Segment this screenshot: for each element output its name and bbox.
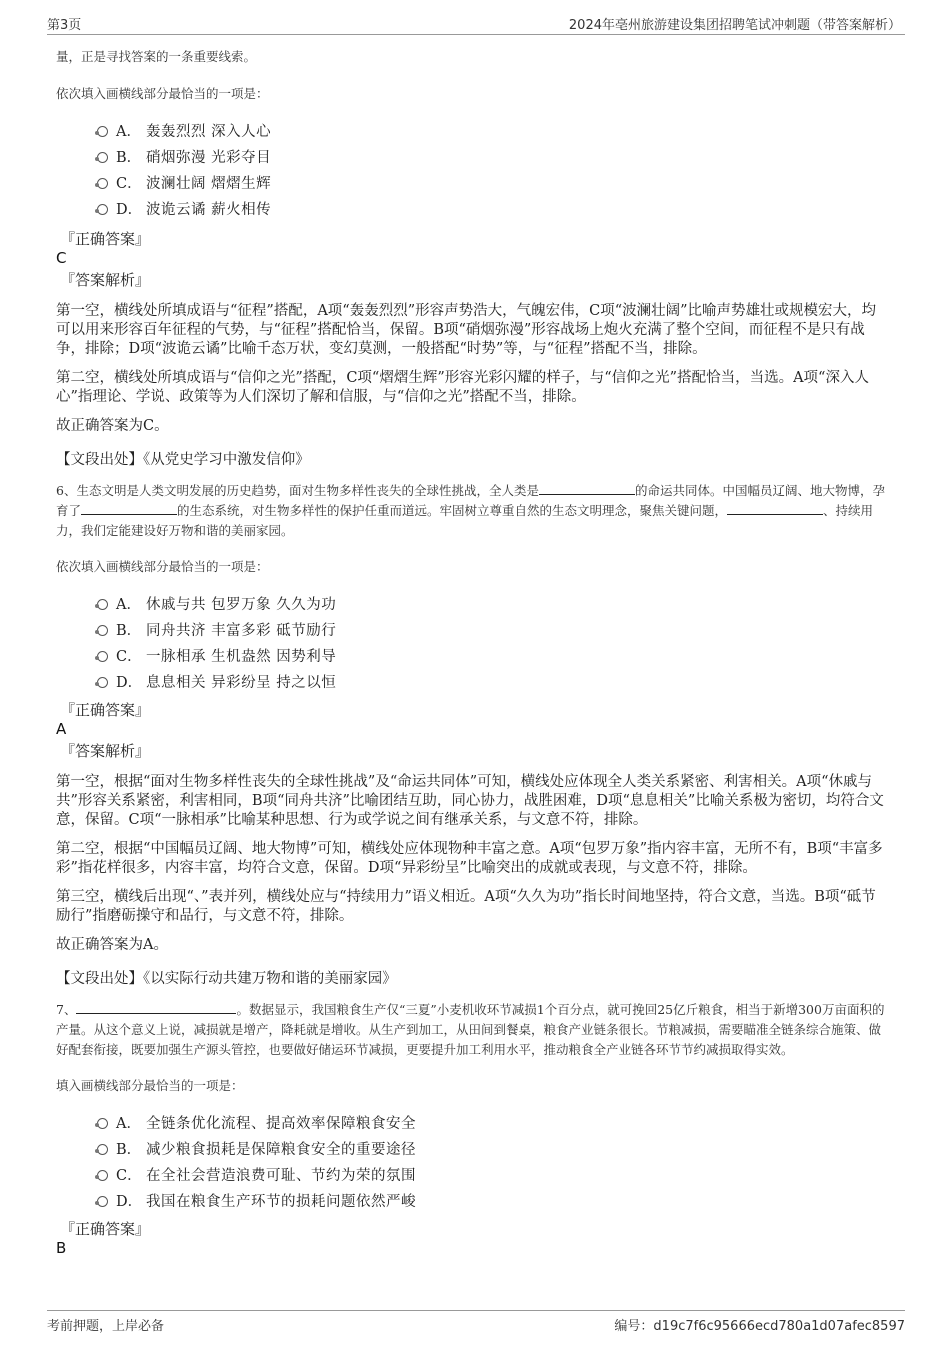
q6-options bbox=[56, 591, 888, 695]
q6-answer: A bbox=[56, 720, 67, 738]
q7-answer-label: 『正确答案』 bbox=[60, 1220, 151, 1238]
q5-analysis-paragraph: 第二空，横线处所填成语与“信仰之光”搭配，C项“熠熠生辉”形容光彩闪耀的样子，与“信仰之光”搭配恰当，当选。A项“深入人心”指理论、学说、政策等为人们深切了解和信服，与“信仰之光”搭配不当，排除。 bbox=[56, 370, 869, 405]
radio-icon[interactable] bbox=[97, 1170, 108, 1181]
q6-answer-label: 『正确答案』 bbox=[60, 701, 151, 719]
q7-options bbox=[56, 1110, 888, 1214]
footer-slogan: 考前押题，上岸必备 bbox=[47, 1319, 165, 1334]
q7-option-a[interactable]: A． 全链条优化流程、提高效率保障粮食安全 bbox=[56, 1110, 888, 1136]
q7-prompt: 填入画横线部分最恰当的一项是： bbox=[56, 1078, 244, 1093]
q6-source: 【文段出处】《以实际行动共建万物和谐的美丽家园》 bbox=[56, 971, 397, 987]
q6-stem: 6、生态文明是人类文明发展的历史趋势，面对生物多样性丧失的全球性挑战，全人类是 的命运共同体。中国幅员辽阔、地大物博，孕育了 的生态系统，对生物多样性的保护任重而道远。牢固树立尊重自然的生态文明理念，聚焦关键问题， 、持续用力，我们定能建设好万物和谐的美丽家园。 bbox=[56, 483, 885, 538]
radio-icon[interactable] bbox=[97, 1196, 108, 1207]
document-title: 2024年亳州旅游建设集团招聘笔试冲刺题（带答案解析） bbox=[568, 18, 901, 33]
q5-option-a[interactable]: A． 轰轰烈烈 深入人心 bbox=[56, 118, 888, 144]
q6-option-b[interactable]: B． 同舟共济 丰富多彩 砥节励行 bbox=[56, 617, 888, 643]
q5-analysis-label: 『答案解析』 bbox=[60, 271, 151, 289]
page-number: 第3页 bbox=[47, 18, 82, 33]
radio-icon[interactable] bbox=[97, 599, 108, 610]
q6-option-d[interactable]: D． 息息相关 异彩纷呈 持之以恒 bbox=[56, 669, 888, 695]
q7-stem: 7、 。数据显示，我国粮食生产仅“三夏”小麦机收环节减损1个百分点，就可挽回25亿斤粮食，相当于新增300万亩面积的产量。从这个意义上说，减损就是增产，降耗就是增收。从生产到加工，从田间到餐桌，粮食产业链条很长。节粮减损，需要瞄准全链条综合施策、做好配套衔接，既要加强生产源头管控，也要做好储运环节减损，更要提升加工利用水平，推动粮食全产业链各环节节约减损取得实效。 bbox=[56, 1002, 885, 1057]
q5-answer-label: 『正确答案』 bbox=[60, 230, 151, 248]
page-footer bbox=[47, 1310, 905, 1337]
q6-analysis-paragraph: 第一空，根据“面对生物多样性丧失的全球性挑战”及“命运共同体”可知，横线处应体现全人类关系紧密、利害相关。A项“休戚与共”形容关系紧密，利害相同，B项“同舟共济”比喻团结互助，同心协力，战胜困难，D项“息息相关”比喻关系极为密切，均符合文意，保留。C项“一脉相承”比喻某种思想、行为或学说之间有继承关系，与文意不符，排除。 bbox=[56, 774, 884, 828]
page-content bbox=[56, 40, 888, 1257]
answer-blank bbox=[81, 501, 177, 515]
q6-analysis-paragraph: 第二空，根据“中国幅员辽阔、地大物博”可知，横线处应体现物种丰富之意。A项“包罗万象”指内容丰富，无所不有，B项“丰富多彩”指花样很多，内容丰富，均符合文意，保留。D项“异彩纷呈”比喻突出的成就或表现，与文意不符，排除。 bbox=[56, 841, 883, 876]
q7-answer: B bbox=[56, 1239, 67, 1257]
q5-stem-tail: 量，正是寻找答案的一条重要线索。 bbox=[56, 49, 257, 64]
page-header bbox=[47, 12, 905, 35]
q5-source: 【文段出处】《从党史学习中激发信仰》 bbox=[56, 452, 310, 468]
q6-analysis-paragraph: 第三空，横线后出现“、”表并列，横线处应与“持续用力”语义相近。A项“久久为功”指长时间地坚持，符合文意，当选。B项“砥节励行”指磨砺操守和品行，与文意不符，排除。 bbox=[56, 889, 876, 924]
answer-blank bbox=[727, 501, 823, 515]
q6-analysis-label: 『答案解析』 bbox=[60, 742, 151, 760]
radio-icon[interactable] bbox=[97, 1144, 108, 1155]
q6-analysis-conclusion: 故正确答案为A。 bbox=[56, 937, 168, 953]
answer-blank bbox=[539, 481, 635, 495]
document-id: 编号：d19c7f6c95666ecd780a1d07afec8597 bbox=[614, 1319, 905, 1334]
q5-prompt: 依次填入画横线部分最恰当的一项是： bbox=[56, 86, 269, 101]
q6-option-a[interactable]: A． 休戚与共 包罗万象 久久为功 bbox=[56, 591, 888, 617]
q5-analysis-conclusion: 故正确答案为C。 bbox=[56, 418, 169, 434]
radio-icon[interactable] bbox=[97, 625, 108, 636]
q5-analysis-paragraph: 第一空，横线处所填成语与“征程”搭配，A项“轰轰烈烈”形容声势浩大，气魄宏伟，C项“波澜壮阔”比喻声势雄壮或规模宏大，均可以用来形容百年征程的气势，与“征程”搭配恰当，保留。B项“硝烟弥漫”形容战场上炮火充满了整个空间，而征程不是只有战争，排除；D项“波诡云谲”比喻千态万状，变幻莫测，一般搭配“时势”等，与“征程”搭配不当，排除。 bbox=[56, 303, 877, 357]
radio-icon[interactable] bbox=[97, 126, 108, 137]
q5-option-c[interactable]: C． 波澜壮阔 熠熠生辉 bbox=[56, 170, 888, 196]
q5-answer: C bbox=[56, 249, 67, 267]
radio-icon[interactable] bbox=[97, 651, 108, 662]
q5-option-d[interactable]: D． 波诡云谲 薪火相传 bbox=[56, 196, 888, 222]
radio-icon[interactable] bbox=[97, 1118, 108, 1129]
q5-option-b[interactable]: B． 硝烟弥漫 光彩夺目 bbox=[56, 144, 888, 170]
q6-option-c[interactable]: C． 一脉相承 生机盎然 因势利导 bbox=[56, 643, 888, 669]
radio-icon[interactable] bbox=[97, 677, 108, 688]
q7-option-c[interactable]: C． 在全社会营造浪费可耻、节约为荣的氛围 bbox=[56, 1162, 888, 1188]
radio-icon[interactable] bbox=[97, 152, 108, 163]
answer-blank bbox=[76, 1000, 236, 1014]
radio-icon[interactable] bbox=[97, 204, 108, 215]
radio-icon[interactable] bbox=[97, 178, 108, 189]
q6-prompt: 依次填入画横线部分最恰当的一项是： bbox=[56, 559, 269, 574]
q7-option-d[interactable]: D． 我国在粮食生产环节的损耗问题依然严峻 bbox=[56, 1188, 888, 1214]
q7-option-b[interactable]: B． 减少粮食损耗是保障粮食安全的重要途径 bbox=[56, 1136, 888, 1162]
q5-options bbox=[56, 118, 888, 222]
